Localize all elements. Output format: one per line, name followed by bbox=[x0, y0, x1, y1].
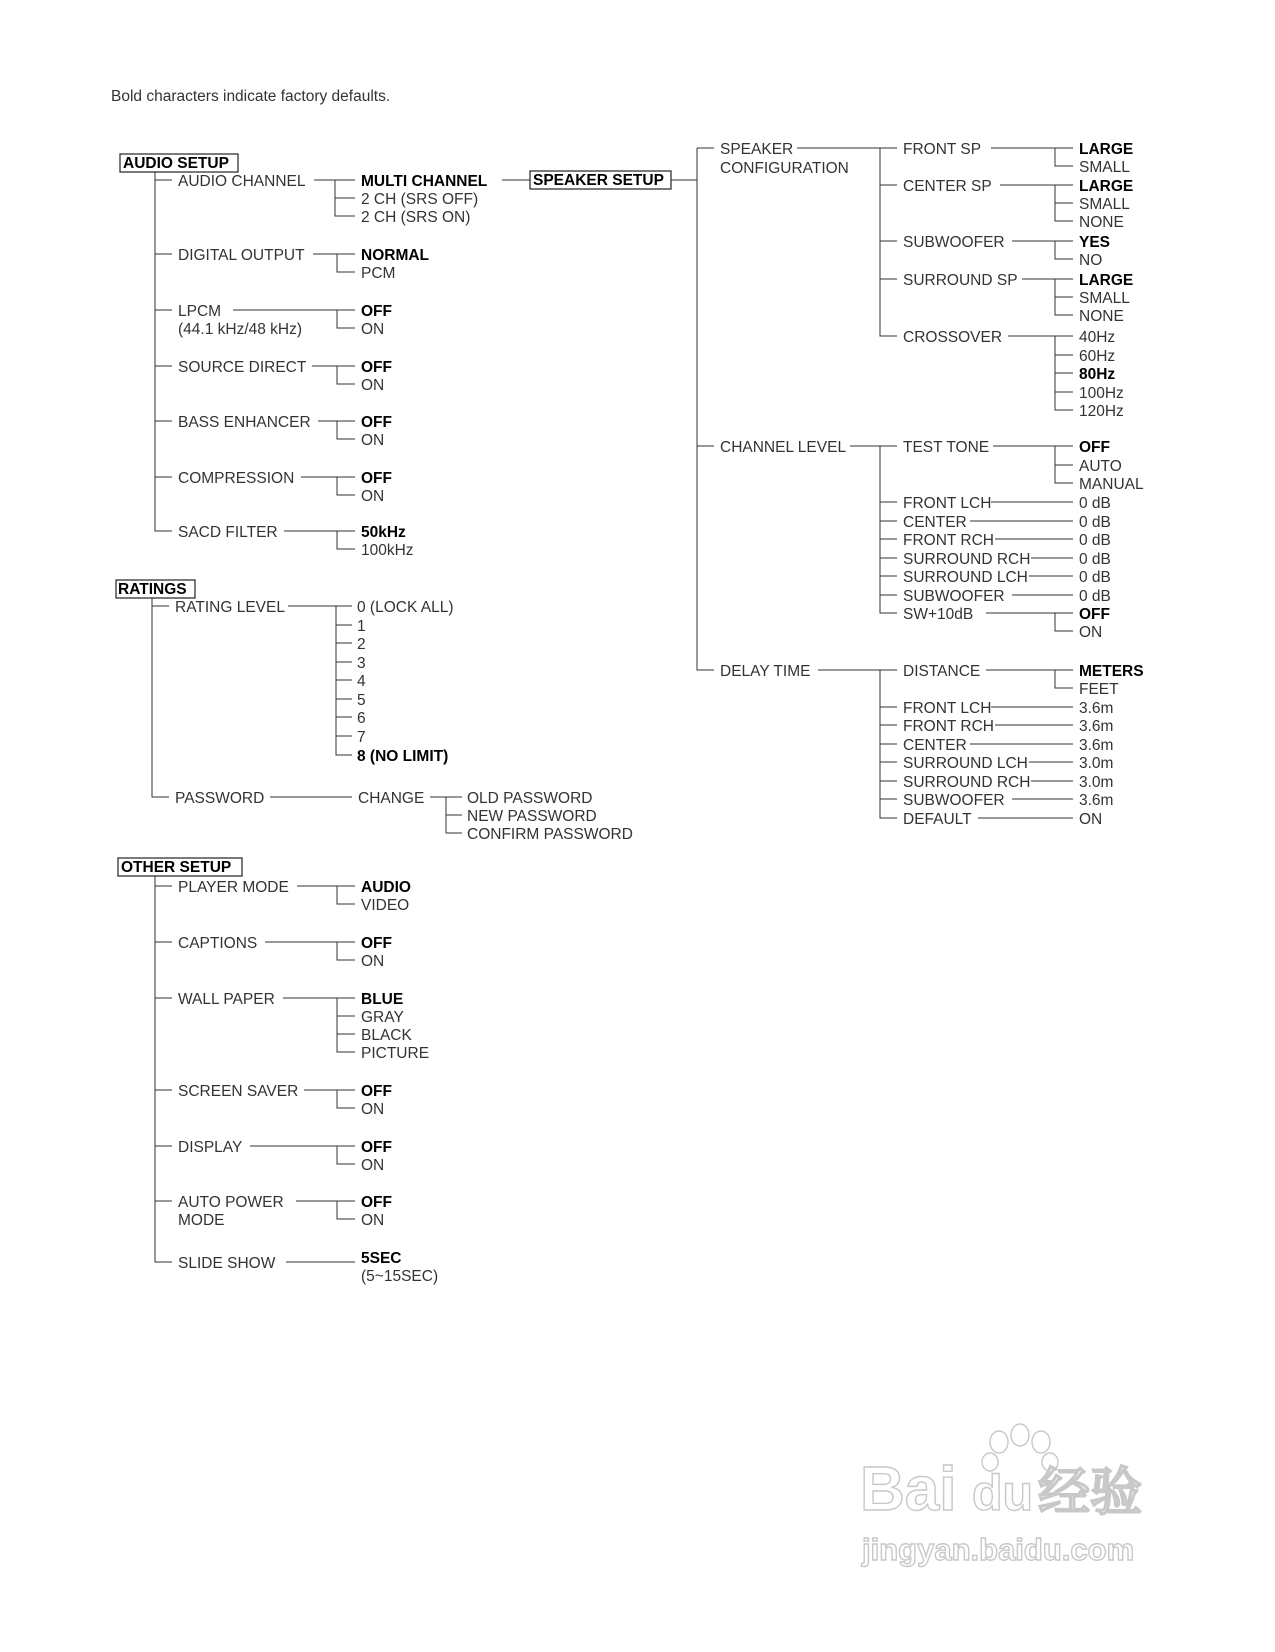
surround-sp-option-small: SMALL bbox=[1079, 290, 1130, 307]
front-sp-option-small: SMALL bbox=[1079, 159, 1130, 176]
delay-time-label: DELAY TIME bbox=[720, 663, 811, 680]
watermark-brand: Bai bbox=[860, 1455, 957, 1524]
digital-output-option-normal: NORMAL bbox=[361, 247, 430, 264]
display-option-off: OFF bbox=[361, 1139, 392, 1156]
slide-show-label: SLIDE SHOW bbox=[178, 1255, 276, 1272]
crossover-option-80hz: 80Hz bbox=[1079, 366, 1116, 383]
audio-channel-label: AUDIO CHANNEL bbox=[178, 173, 306, 190]
subwoofer-label: SUBWOOFER bbox=[903, 234, 1005, 251]
level-center-value: 0 dB bbox=[1079, 514, 1111, 531]
captions-option-on: ON bbox=[361, 953, 385, 970]
crossover-label: CROSSOVER bbox=[903, 329, 1003, 346]
level-center-label: CENTER bbox=[903, 514, 967, 531]
screen-saver-option-off: OFF bbox=[361, 1083, 392, 1100]
other-setup-header: OTHER SETUP bbox=[121, 859, 232, 876]
wall-paper-label: WALL PAPER bbox=[178, 991, 275, 1008]
distance-option-meters: METERS bbox=[1079, 663, 1144, 680]
audio-setup-header: AUDIO SETUP bbox=[123, 155, 229, 172]
center-sp-option-small: SMALL bbox=[1079, 196, 1130, 213]
sacd-filter-label: SACD FILTER bbox=[178, 524, 278, 541]
center-sp-label: CENTER SP bbox=[903, 178, 992, 195]
delay-center-label: CENTER bbox=[903, 737, 967, 754]
rating-option-8: 8 (NO LIMIT) bbox=[357, 748, 449, 765]
watermark-cn: 经验 bbox=[1038, 1464, 1143, 1522]
sw10db-option-off: OFF bbox=[1079, 606, 1110, 623]
level-front-rch-label: FRONT RCH bbox=[903, 532, 994, 549]
lpcm-option-off: OFF bbox=[361, 303, 392, 320]
rating-option-4: 4 bbox=[357, 673, 366, 690]
source-direct-option-on: ON bbox=[361, 377, 385, 394]
password-option-new: NEW PASSWORD bbox=[467, 808, 597, 825]
password-option-old: OLD PASSWORD bbox=[467, 790, 593, 807]
subwoofer-option-no: NO bbox=[1079, 252, 1103, 269]
sacd-filter-option-50khz: 50kHz bbox=[361, 524, 406, 541]
level-surround-rch-value: 0 dB bbox=[1079, 551, 1111, 568]
speaker-configuration-label: SPEAKER bbox=[720, 141, 794, 158]
crossover-option-40hz: 40Hz bbox=[1079, 329, 1116, 346]
ratings-header: RATINGS bbox=[118, 581, 187, 598]
surround-sp-label: SURROUND SP bbox=[903, 272, 1018, 289]
delay-center-value: 3.6m bbox=[1079, 737, 1114, 754]
source-direct-label: SOURCE DIRECT bbox=[178, 359, 307, 376]
center-sp-option-none: NONE bbox=[1079, 214, 1124, 231]
audio-channel-option-multi: MULTI CHANNEL bbox=[361, 173, 488, 190]
password-label: PASSWORD bbox=[175, 790, 265, 807]
auto-power-mode-sublabel: MODE bbox=[178, 1212, 225, 1229]
auto-power-mode-label: AUTO POWER bbox=[178, 1194, 284, 1211]
rating-option-5: 5 bbox=[357, 692, 366, 709]
level-front-lch-label: FRONT LCH bbox=[903, 495, 992, 512]
baidu-jingyan-watermark bbox=[860, 1420, 1180, 1570]
captions-label: CAPTIONS bbox=[178, 935, 258, 952]
delay-subwoofer-value: 3.6m bbox=[1079, 792, 1114, 809]
captions-option-off: OFF bbox=[361, 935, 392, 952]
delay-front-rch-label: FRONT RCH bbox=[903, 718, 994, 735]
delay-surround-lch-value: 3.0m bbox=[1079, 755, 1114, 772]
watermark-brand-du: du bbox=[972, 1465, 1034, 1521]
auto-power-option-on: ON bbox=[361, 1212, 385, 1229]
factory-default-note: Bold characters indicate factory defaults. bbox=[111, 88, 391, 105]
player-mode-option-audio: AUDIO bbox=[361, 879, 411, 896]
rating-option-2: 2 bbox=[357, 636, 366, 653]
compression-option-on: ON bbox=[361, 488, 385, 505]
bass-enhancer-option-off: OFF bbox=[361, 414, 392, 431]
screen-saver-label: SCREEN SAVER bbox=[178, 1083, 299, 1100]
delay-surround-lch-label: SURROUND LCH bbox=[903, 755, 1028, 772]
crossover-option-120hz: 120Hz bbox=[1079, 403, 1124, 420]
delay-default-value: ON bbox=[1079, 811, 1103, 828]
display-label: DISPLAY bbox=[178, 1139, 243, 1156]
crossover-option-60hz: 60Hz bbox=[1079, 348, 1116, 365]
delay-front-lch-label: FRONT LCH bbox=[903, 700, 992, 717]
level-subwoofer-value: 0 dB bbox=[1079, 588, 1111, 605]
source-direct-option-off: OFF bbox=[361, 359, 392, 376]
surround-sp-option-none: NONE bbox=[1079, 308, 1124, 325]
slide-show-option-5sec: 5SEC bbox=[361, 1250, 402, 1267]
audio-channel-option-2ch-srs-off: 2 CH (SRS OFF) bbox=[361, 191, 479, 208]
test-tone-label: TEST TONE bbox=[903, 439, 990, 456]
compression-label: COMPRESSION bbox=[178, 470, 295, 487]
wall-paper-option-picture: PICTURE bbox=[361, 1045, 430, 1062]
test-tone-option-auto: AUTO bbox=[1079, 458, 1122, 475]
lpcm-option-on: ON bbox=[361, 321, 385, 338]
rating-option-6: 6 bbox=[357, 710, 366, 727]
delay-subwoofer-label: SUBWOOFER bbox=[903, 792, 1005, 809]
display-option-on: ON bbox=[361, 1157, 385, 1174]
sw10db-label: SW+10dB bbox=[903, 606, 974, 623]
bass-enhancer-label: BASS ENHANCER bbox=[178, 414, 311, 431]
password-change-label: CHANGE bbox=[358, 790, 425, 807]
bass-enhancer-option-on: ON bbox=[361, 432, 385, 449]
rating-level-label: RATING LEVEL bbox=[175, 599, 285, 616]
sacd-filter-option-100khz: 100kHz bbox=[361, 542, 414, 559]
delay-surround-rch-value: 3.0m bbox=[1079, 774, 1114, 791]
distance-option-feet: FEET bbox=[1079, 681, 1119, 698]
player-mode-label: PLAYER MODE bbox=[178, 879, 289, 896]
delay-front-lch-value: 3.6m bbox=[1079, 700, 1114, 717]
level-surround-lch-value: 0 dB bbox=[1079, 569, 1111, 586]
surround-sp-option-large: LARGE bbox=[1079, 272, 1134, 289]
front-sp-option-large: LARGE bbox=[1079, 141, 1134, 158]
lpcm-sublabel: (44.1 kHz/48 kHz) bbox=[178, 321, 303, 338]
rating-option-1: 1 bbox=[357, 618, 366, 635]
wall-paper-option-gray: GRAY bbox=[361, 1009, 404, 1026]
speaker-configuration-sublabel: CONFIGURATION bbox=[720, 160, 849, 177]
distance-label: DISTANCE bbox=[903, 663, 981, 680]
audio-channel-option-2ch-srs-on: 2 CH (SRS ON) bbox=[361, 209, 471, 226]
speaker-setup-header: SPEAKER SETUP bbox=[533, 172, 664, 189]
wall-paper-option-blue: BLUE bbox=[361, 991, 404, 1008]
auto-power-option-off: OFF bbox=[361, 1194, 392, 1211]
delay-front-rch-value: 3.6m bbox=[1079, 718, 1114, 735]
center-sp-option-large: LARGE bbox=[1079, 178, 1134, 195]
delay-surround-rch-label: SURROUND RCH bbox=[903, 774, 1031, 791]
digital-output-label: DIGITAL OUTPUT bbox=[178, 247, 305, 264]
crossover-option-100hz: 100Hz bbox=[1079, 385, 1124, 402]
password-option-confirm: CONFIRM PASSWORD bbox=[467, 826, 633, 843]
delay-default-label: DEFAULT bbox=[903, 811, 972, 828]
level-subwoofer-label: SUBWOOFER bbox=[903, 588, 1005, 605]
rating-option-0: 0 (LOCK ALL) bbox=[357, 599, 454, 616]
level-surround-rch-label: SURROUND RCH bbox=[903, 551, 1031, 568]
watermark-url: jingyan.baidu.com bbox=[862, 1532, 1135, 1567]
screen-saver-option-on: ON bbox=[361, 1101, 385, 1118]
test-tone-option-manual: MANUAL bbox=[1079, 476, 1144, 493]
sw10db-option-on: ON bbox=[1079, 624, 1103, 641]
compression-option-off: OFF bbox=[361, 470, 392, 487]
rating-option-3: 3 bbox=[357, 655, 366, 672]
test-tone-option-off: OFF bbox=[1079, 439, 1110, 456]
player-mode-option-video: VIDEO bbox=[361, 897, 410, 914]
front-sp-label: FRONT SP bbox=[903, 141, 982, 158]
rating-option-7: 7 bbox=[357, 729, 366, 746]
subwoofer-option-yes: YES bbox=[1079, 234, 1111, 251]
channel-level-label: CHANNEL LEVEL bbox=[720, 439, 847, 456]
level-front-lch-value: 0 dB bbox=[1079, 495, 1111, 512]
lpcm-label: LPCM bbox=[178, 303, 222, 320]
digital-output-option-pcm: PCM bbox=[361, 265, 396, 282]
level-surround-lch-label: SURROUND LCH bbox=[903, 569, 1028, 586]
level-front-rch-value: 0 dB bbox=[1079, 532, 1111, 549]
slide-show-range: (5~15SEC) bbox=[361, 1268, 439, 1285]
wall-paper-option-black: BLACK bbox=[361, 1027, 412, 1044]
